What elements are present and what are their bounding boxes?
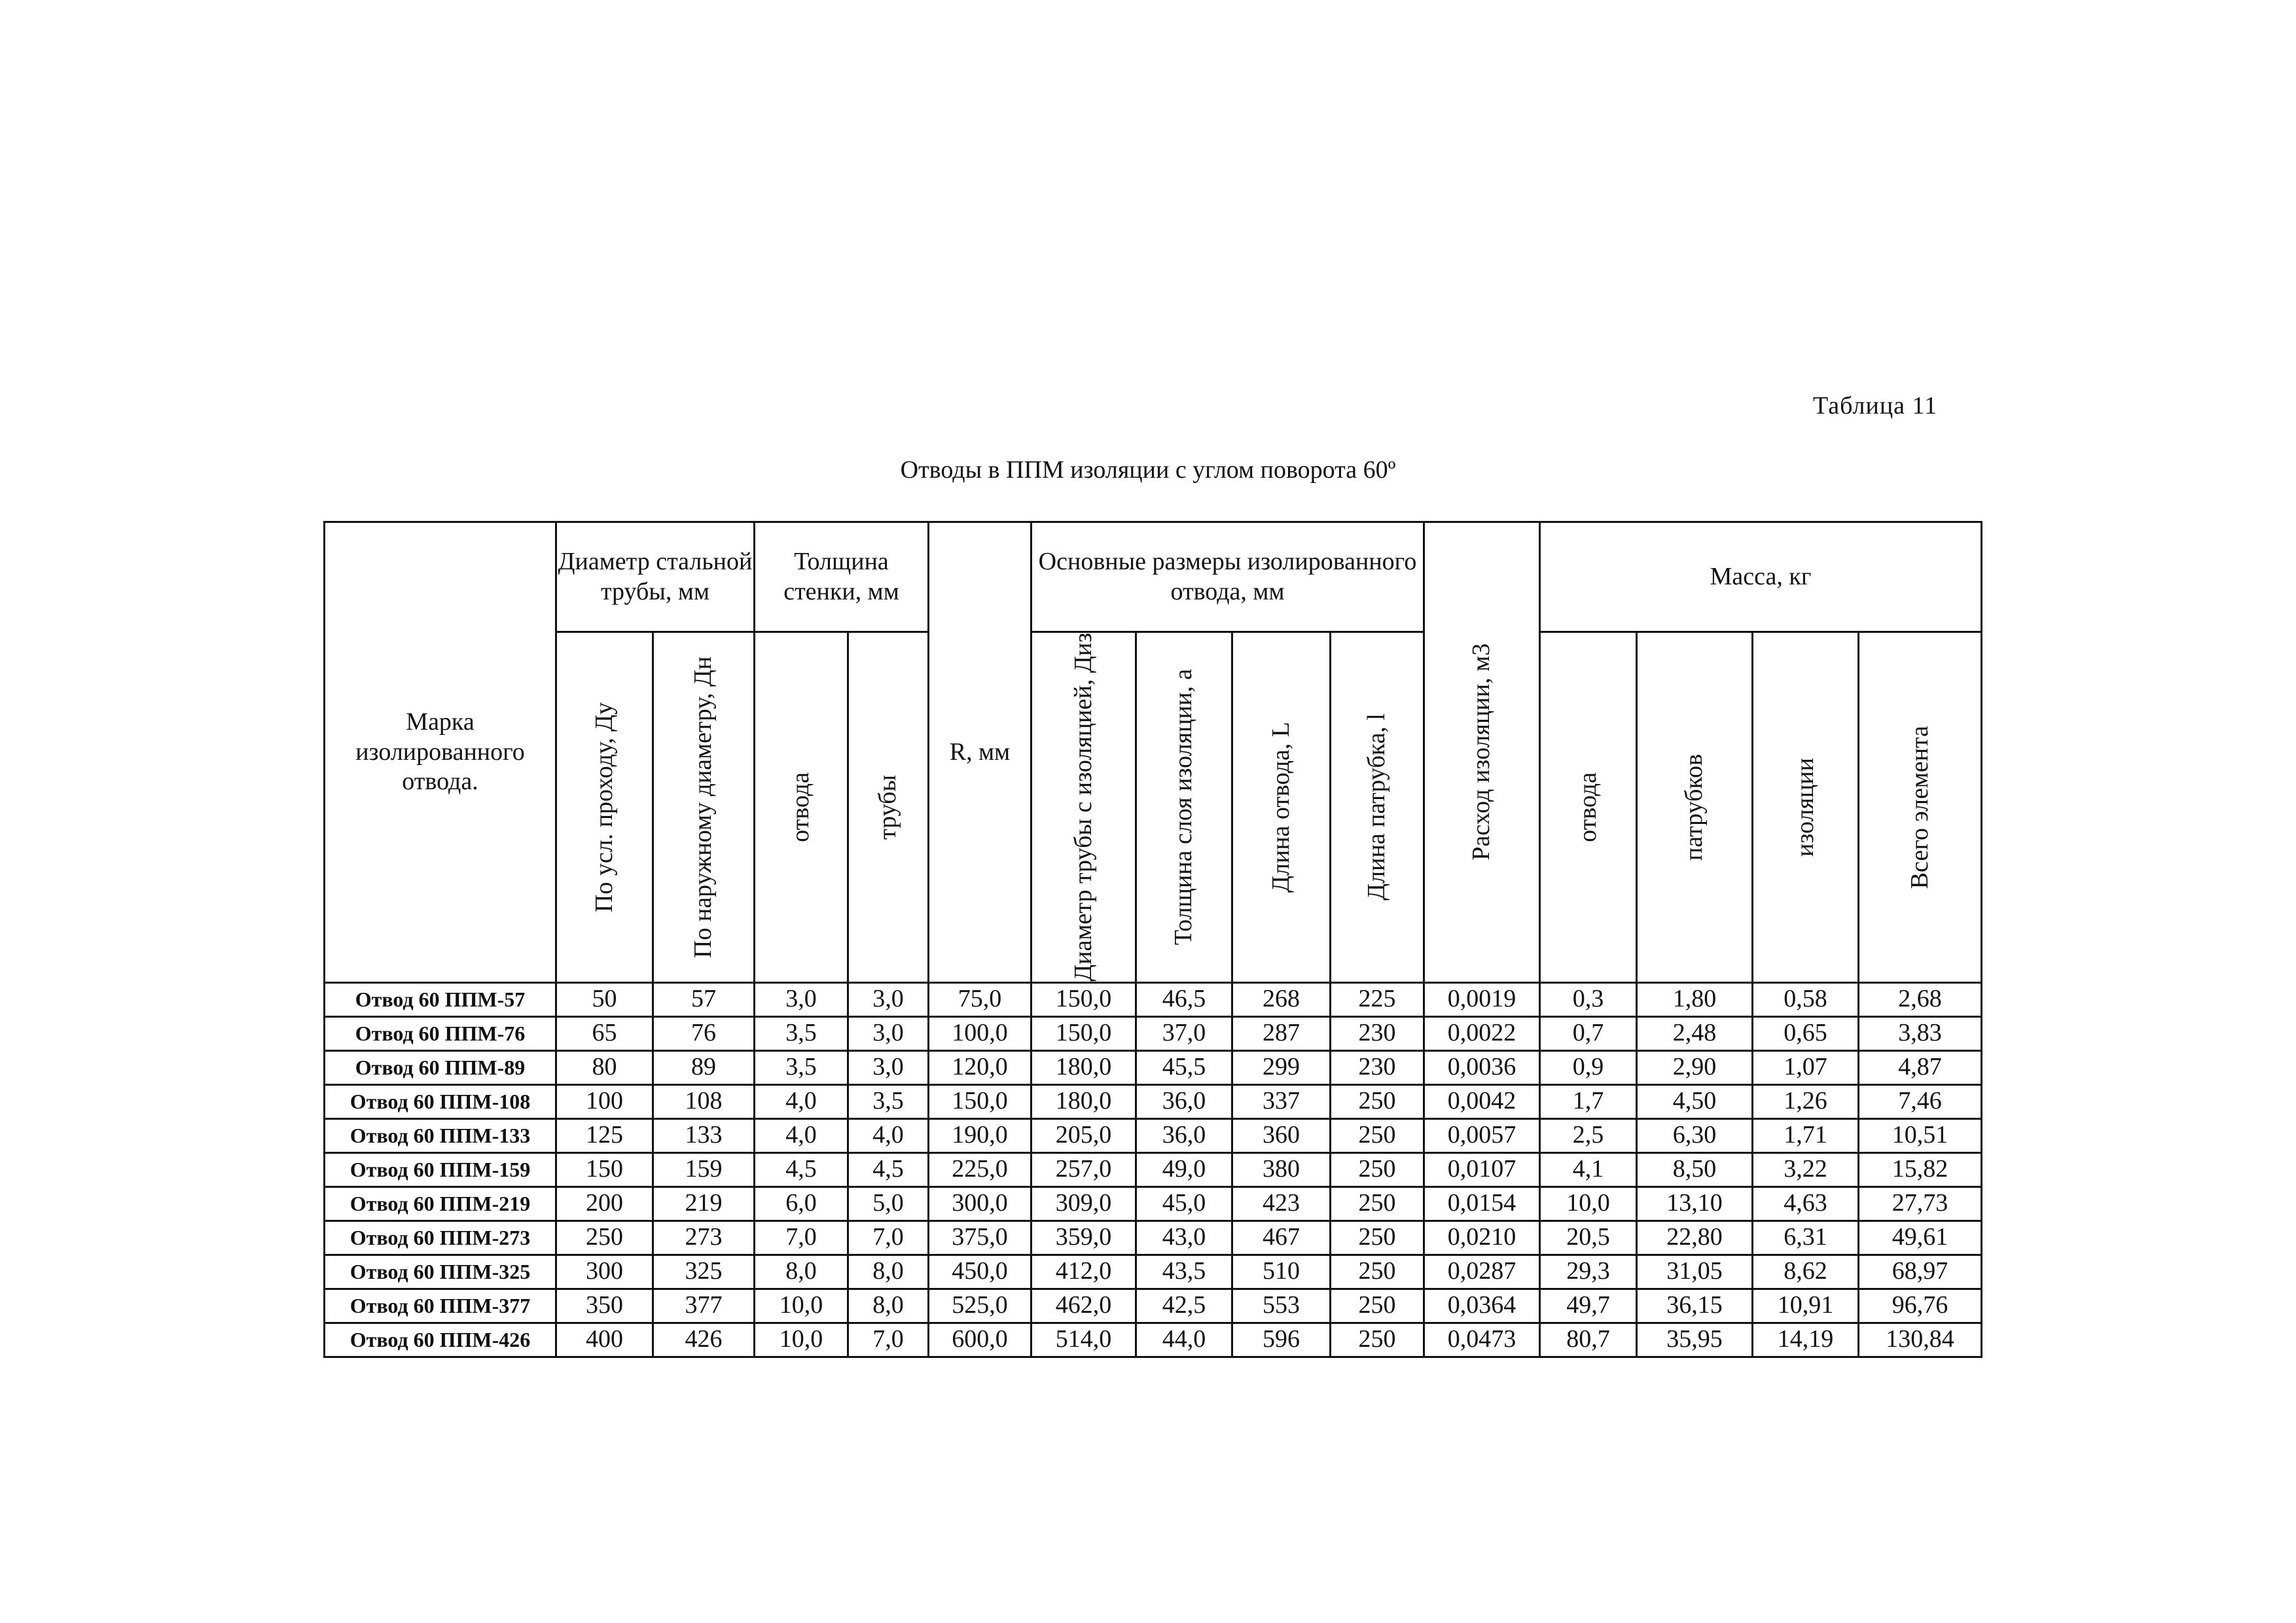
table-caption: Отводы в ППМ изоляции с углом поворота 60º <box>900 456 1396 484</box>
cell-mark: Отвод 60 ППМ-76 <box>325 1016 556 1050</box>
cell-wall-bend: 6,0 <box>755 1186 848 1221</box>
cell-dy: 50 <box>556 982 653 1016</box>
cell-branch-length: 250 <box>1331 1118 1424 1152</box>
header-dy: По усл. проходу, Ду <box>556 632 653 983</box>
table-row <box>325 982 1982 1016</box>
cell-mark: Отвод 60 ППМ-159 <box>325 1152 556 1186</box>
cell-wall-bend: 4,5 <box>755 1152 848 1186</box>
cell-wall-bend: 7,0 <box>755 1221 848 1255</box>
cell-wall-pipe: 4,0 <box>848 1118 929 1152</box>
cell-wall-bend: 4,0 <box>755 1118 848 1152</box>
cell-bend-length: 423 <box>1232 1186 1331 1221</box>
cell-branch-length: 225 <box>1331 982 1424 1016</box>
cell-mark: Отвод 60 ППМ-377 <box>325 1289 556 1323</box>
cell-mark: Отвод 60 ППМ-133 <box>325 1118 556 1152</box>
cell-dy: 250 <box>556 1221 653 1255</box>
cell-insulation-layer: 37,0 <box>1136 1016 1232 1050</box>
cell-bend-length: 380 <box>1232 1152 1331 1186</box>
cell-wall-pipe: 4,5 <box>848 1152 929 1186</box>
cell-branch-length: 250 <box>1331 1152 1424 1186</box>
cell-branch-length: 250 <box>1331 1084 1424 1118</box>
cell-radius: 120,0 <box>929 1050 1031 1084</box>
bends-table <box>323 521 1982 1358</box>
cell-wall-pipe: 7,0 <box>848 1323 929 1357</box>
header-steel-diameter: Диаметр стальной трубы, мм <box>556 522 755 632</box>
cell-mark: Отвод 60 ППМ-426 <box>325 1323 556 1357</box>
cell-mass-insulation: 0,65 <box>1753 1016 1859 1050</box>
cell-mass-total: 15,82 <box>1859 1152 1982 1186</box>
cell-wall-pipe: 5,0 <box>848 1186 929 1221</box>
cell-bend-length: 467 <box>1232 1221 1331 1255</box>
cell-d-insulated: 309,0 <box>1031 1186 1136 1221</box>
cell-bend-length: 553 <box>1232 1289 1331 1323</box>
cell-dy: 65 <box>556 1016 653 1050</box>
cell-dy: 200 <box>556 1186 653 1221</box>
cell-insulation-layer: 36,0 <box>1136 1118 1232 1152</box>
cell-mass-insulation: 1,26 <box>1753 1084 1859 1118</box>
cell-mass-bend: 10,0 <box>1540 1186 1637 1221</box>
cell-insulation-layer: 43,5 <box>1136 1255 1232 1289</box>
cell-mass-insulation: 0,58 <box>1753 982 1859 1016</box>
header-radius: R, мм <box>929 522 1031 983</box>
cell-d-insulated: 514,0 <box>1031 1323 1136 1357</box>
cell-insulation-use: 0,0473 <box>1424 1323 1540 1357</box>
cell-mass-branches: 35,95 <box>1637 1323 1753 1357</box>
cell-bend-length: 337 <box>1232 1084 1331 1118</box>
cell-d-insulated: 257,0 <box>1031 1152 1136 1186</box>
cell-wall-bend: 3,0 <box>755 982 848 1016</box>
cell-bend-length: 287 <box>1232 1016 1331 1050</box>
cell-dn: 76 <box>653 1016 755 1050</box>
cell-dy: 350 <box>556 1289 653 1323</box>
cell-insulation-use: 0,0019 <box>1424 982 1540 1016</box>
cell-mass-total: 7,46 <box>1859 1084 1982 1118</box>
cell-d-insulated: 150,0 <box>1031 1016 1136 1050</box>
cell-dy: 80 <box>556 1050 653 1084</box>
table-number: Таблица 11 <box>1813 392 1938 419</box>
table-row <box>325 1221 1982 1255</box>
cell-wall-pipe: 3,0 <box>848 1050 929 1084</box>
cell-d-insulated: 412,0 <box>1031 1255 1136 1289</box>
cell-wall-pipe: 8,0 <box>848 1255 929 1289</box>
cell-branch-length: 230 <box>1331 1050 1424 1084</box>
table-row <box>325 1118 1982 1152</box>
cell-mass-bend: 49,7 <box>1540 1289 1637 1323</box>
cell-bend-length: 596 <box>1232 1323 1331 1357</box>
cell-mass-insulation: 1,71 <box>1753 1118 1859 1152</box>
cell-mass-insulation: 4,63 <box>1753 1186 1859 1221</box>
cell-radius: 300,0 <box>929 1186 1031 1221</box>
cell-mass-insulation: 10,91 <box>1753 1289 1859 1323</box>
cell-mass-total: 49,61 <box>1859 1221 1982 1255</box>
cell-d-insulated: 462,0 <box>1031 1289 1136 1323</box>
cell-branch-length: 230 <box>1331 1016 1424 1050</box>
cell-mass-bend: 0,3 <box>1540 982 1637 1016</box>
header-mark: Марка изолированного отвода. <box>325 522 556 983</box>
cell-mark: Отвод 60 ППМ-57 <box>325 982 556 1016</box>
cell-wall-bend: 4,0 <box>755 1084 848 1118</box>
cell-mass-insulation: 6,31 <box>1753 1221 1859 1255</box>
cell-mass-branches: 8,50 <box>1637 1152 1753 1186</box>
cell-insulation-use: 0,0022 <box>1424 1016 1540 1050</box>
cell-mass-bend: 4,1 <box>1540 1152 1637 1186</box>
cell-mass-bend: 1,7 <box>1540 1084 1637 1118</box>
cell-dy: 100 <box>556 1084 653 1118</box>
cell-radius: 375,0 <box>929 1221 1031 1255</box>
cell-d-insulated: 150,0 <box>1031 982 1136 1016</box>
cell-mass-total: 3,83 <box>1859 1016 1982 1050</box>
header-wall-bend: отвода <box>755 632 848 983</box>
cell-branch-length: 250 <box>1331 1255 1424 1289</box>
cell-radius: 525,0 <box>929 1289 1031 1323</box>
cell-mass-bend: 2,5 <box>1540 1118 1637 1152</box>
cell-insulation-use: 0,0036 <box>1424 1050 1540 1084</box>
cell-insulation-layer: 42,5 <box>1136 1289 1232 1323</box>
header-mass-total: Всего элемента <box>1859 632 1982 983</box>
cell-bend-length: 510 <box>1232 1255 1331 1289</box>
cell-insulation-use: 0,0107 <box>1424 1152 1540 1186</box>
cell-wall-pipe: 8,0 <box>848 1289 929 1323</box>
cell-radius: 75,0 <box>929 982 1031 1016</box>
table-row <box>325 1152 1982 1186</box>
cell-insulation-layer: 45,5 <box>1136 1050 1232 1084</box>
cell-dn: 426 <box>653 1323 755 1357</box>
cell-mass-total: 2,68 <box>1859 982 1982 1016</box>
header-insulation-use: Расход изоляции, м3 <box>1424 522 1540 983</box>
cell-mass-branches: 1,80 <box>1637 982 1753 1016</box>
header-dn: По наружному диаметру, Дн <box>653 632 755 983</box>
cell-insulation-use: 0,0154 <box>1424 1186 1540 1221</box>
cell-radius: 100,0 <box>929 1016 1031 1050</box>
header-wall-pipe: трубы <box>848 632 929 983</box>
cell-insulation-layer: 49,0 <box>1136 1152 1232 1186</box>
cell-radius: 225,0 <box>929 1152 1031 1186</box>
cell-mark: Отвод 60 ППМ-108 <box>325 1084 556 1118</box>
cell-wall-pipe: 3,0 <box>848 1016 929 1050</box>
header-branch-length: Длина патрубка, l <box>1331 632 1424 983</box>
cell-d-insulated: 359,0 <box>1031 1221 1136 1255</box>
table-row <box>325 1016 1982 1050</box>
cell-bend-length: 360 <box>1232 1118 1331 1152</box>
table-row <box>325 1050 1982 1084</box>
cell-mass-total: 68,97 <box>1859 1255 1982 1289</box>
cell-mass-total: 27,73 <box>1859 1186 1982 1221</box>
header-wall-thickness: Толщина стенки, мм <box>755 522 929 632</box>
table-row <box>325 1084 1982 1118</box>
cell-wall-bend: 3,5 <box>755 1050 848 1084</box>
cell-dn: 133 <box>653 1118 755 1152</box>
cell-mass-insulation: 3,22 <box>1753 1152 1859 1186</box>
cell-mass-total: 96,76 <box>1859 1289 1982 1323</box>
cell-dn: 325 <box>653 1255 755 1289</box>
header-insulation-layer: Толщина слоя изоляции, а <box>1136 632 1232 983</box>
cell-bend-length: 268 <box>1232 982 1331 1016</box>
cell-dn: 377 <box>653 1289 755 1323</box>
table-row <box>325 1323 1982 1357</box>
cell-mass-insulation: 14,19 <box>1753 1323 1859 1357</box>
cell-wall-bend: 10,0 <box>755 1289 848 1323</box>
cell-dn: 219 <box>653 1186 755 1221</box>
header-bend-length: Длина отвода, L <box>1232 632 1331 983</box>
cell-insulation-layer: 46,5 <box>1136 982 1232 1016</box>
cell-mass-total: 130,84 <box>1859 1323 1982 1357</box>
cell-dn: 159 <box>653 1152 755 1186</box>
cell-branch-length: 250 <box>1331 1186 1424 1221</box>
cell-dn: 108 <box>653 1084 755 1118</box>
cell-mark: Отвод 60 ППМ-89 <box>325 1050 556 1084</box>
cell-mark: Отвод 60 ППМ-273 <box>325 1221 556 1255</box>
cell-branch-length: 250 <box>1331 1289 1424 1323</box>
cell-mark: Отвод 60 ППМ-325 <box>325 1255 556 1289</box>
cell-dn: 57 <box>653 982 755 1016</box>
cell-insulation-layer: 45,0 <box>1136 1186 1232 1221</box>
cell-mass-bend: 0,9 <box>1540 1050 1637 1084</box>
cell-insulation-use: 0,0042 <box>1424 1084 1540 1118</box>
cell-mass-insulation: 1,07 <box>1753 1050 1859 1084</box>
cell-radius: 600,0 <box>929 1323 1031 1357</box>
cell-wall-bend: 3,5 <box>755 1016 848 1050</box>
cell-insulation-layer: 44,0 <box>1136 1323 1232 1357</box>
cell-wall-pipe: 3,0 <box>848 982 929 1016</box>
header-mass-bend: отвода <box>1540 632 1637 983</box>
cell-branch-length: 250 <box>1331 1323 1424 1357</box>
cell-mark: Отвод 60 ППМ-219 <box>325 1186 556 1221</box>
cell-wall-pipe: 3,5 <box>848 1084 929 1118</box>
header-mass-branches: патрубков <box>1637 632 1753 983</box>
cell-insulation-use: 0,0287 <box>1424 1255 1540 1289</box>
cell-mass-total: 4,87 <box>1859 1050 1982 1084</box>
cell-mass-branches: 13,10 <box>1637 1186 1753 1221</box>
cell-radius: 450,0 <box>929 1255 1031 1289</box>
cell-insulation-layer: 43,0 <box>1136 1221 1232 1255</box>
header-mass-insulation: изоляции <box>1753 632 1859 983</box>
cell-insulation-use: 0,0210 <box>1424 1221 1540 1255</box>
cell-mass-bend: 80,7 <box>1540 1323 1637 1357</box>
cell-mass-branches: 36,15 <box>1637 1289 1753 1323</box>
cell-mass-bend: 0,7 <box>1540 1016 1637 1050</box>
cell-mass-bend: 29,3 <box>1540 1255 1637 1289</box>
cell-mass-branches: 2,48 <box>1637 1016 1753 1050</box>
cell-mass-branches: 2,90 <box>1637 1050 1753 1084</box>
table-body <box>325 982 1982 1357</box>
cell-mass-branches: 4,50 <box>1637 1084 1753 1118</box>
cell-dn: 273 <box>653 1221 755 1255</box>
cell-insulation-use: 0,0057 <box>1424 1118 1540 1152</box>
header-mass: Масса, кг <box>1540 522 1982 632</box>
cell-mass-branches: 6,30 <box>1637 1118 1753 1152</box>
cell-radius: 190,0 <box>929 1118 1031 1152</box>
cell-mass-total: 10,51 <box>1859 1118 1982 1152</box>
cell-dy: 300 <box>556 1255 653 1289</box>
cell-branch-length: 250 <box>1331 1221 1424 1255</box>
cell-wall-bend: 10,0 <box>755 1323 848 1357</box>
cell-bend-length: 299 <box>1232 1050 1331 1084</box>
cell-dy: 125 <box>556 1118 653 1152</box>
cell-d-insulated: 180,0 <box>1031 1084 1136 1118</box>
cell-mass-branches: 31,05 <box>1637 1255 1753 1289</box>
cell-dy: 150 <box>556 1152 653 1186</box>
cell-dn: 89 <box>653 1050 755 1084</box>
header-d-insulated: Диаметр трубы с изоляцией, Диз <box>1031 632 1136 983</box>
table-row <box>325 1255 1982 1289</box>
table-row <box>325 1186 1982 1221</box>
cell-mass-insulation: 8,62 <box>1753 1255 1859 1289</box>
cell-d-insulated: 205,0 <box>1031 1118 1136 1152</box>
cell-mass-bend: 20,5 <box>1540 1221 1637 1255</box>
table-row <box>325 1289 1982 1323</box>
cell-d-insulated: 180,0 <box>1031 1050 1136 1084</box>
cell-insulation-layer: 36,0 <box>1136 1084 1232 1118</box>
cell-radius: 150,0 <box>929 1084 1031 1118</box>
header-main-dimensions: Основные размеры изолированного отвода, мм <box>1031 522 1424 632</box>
cell-wall-bend: 8,0 <box>755 1255 848 1289</box>
cell-dy: 400 <box>556 1323 653 1357</box>
cell-insulation-use: 0,0364 <box>1424 1289 1540 1323</box>
cell-wall-pipe: 7,0 <box>848 1221 929 1255</box>
cell-mass-branches: 22,80 <box>1637 1221 1753 1255</box>
